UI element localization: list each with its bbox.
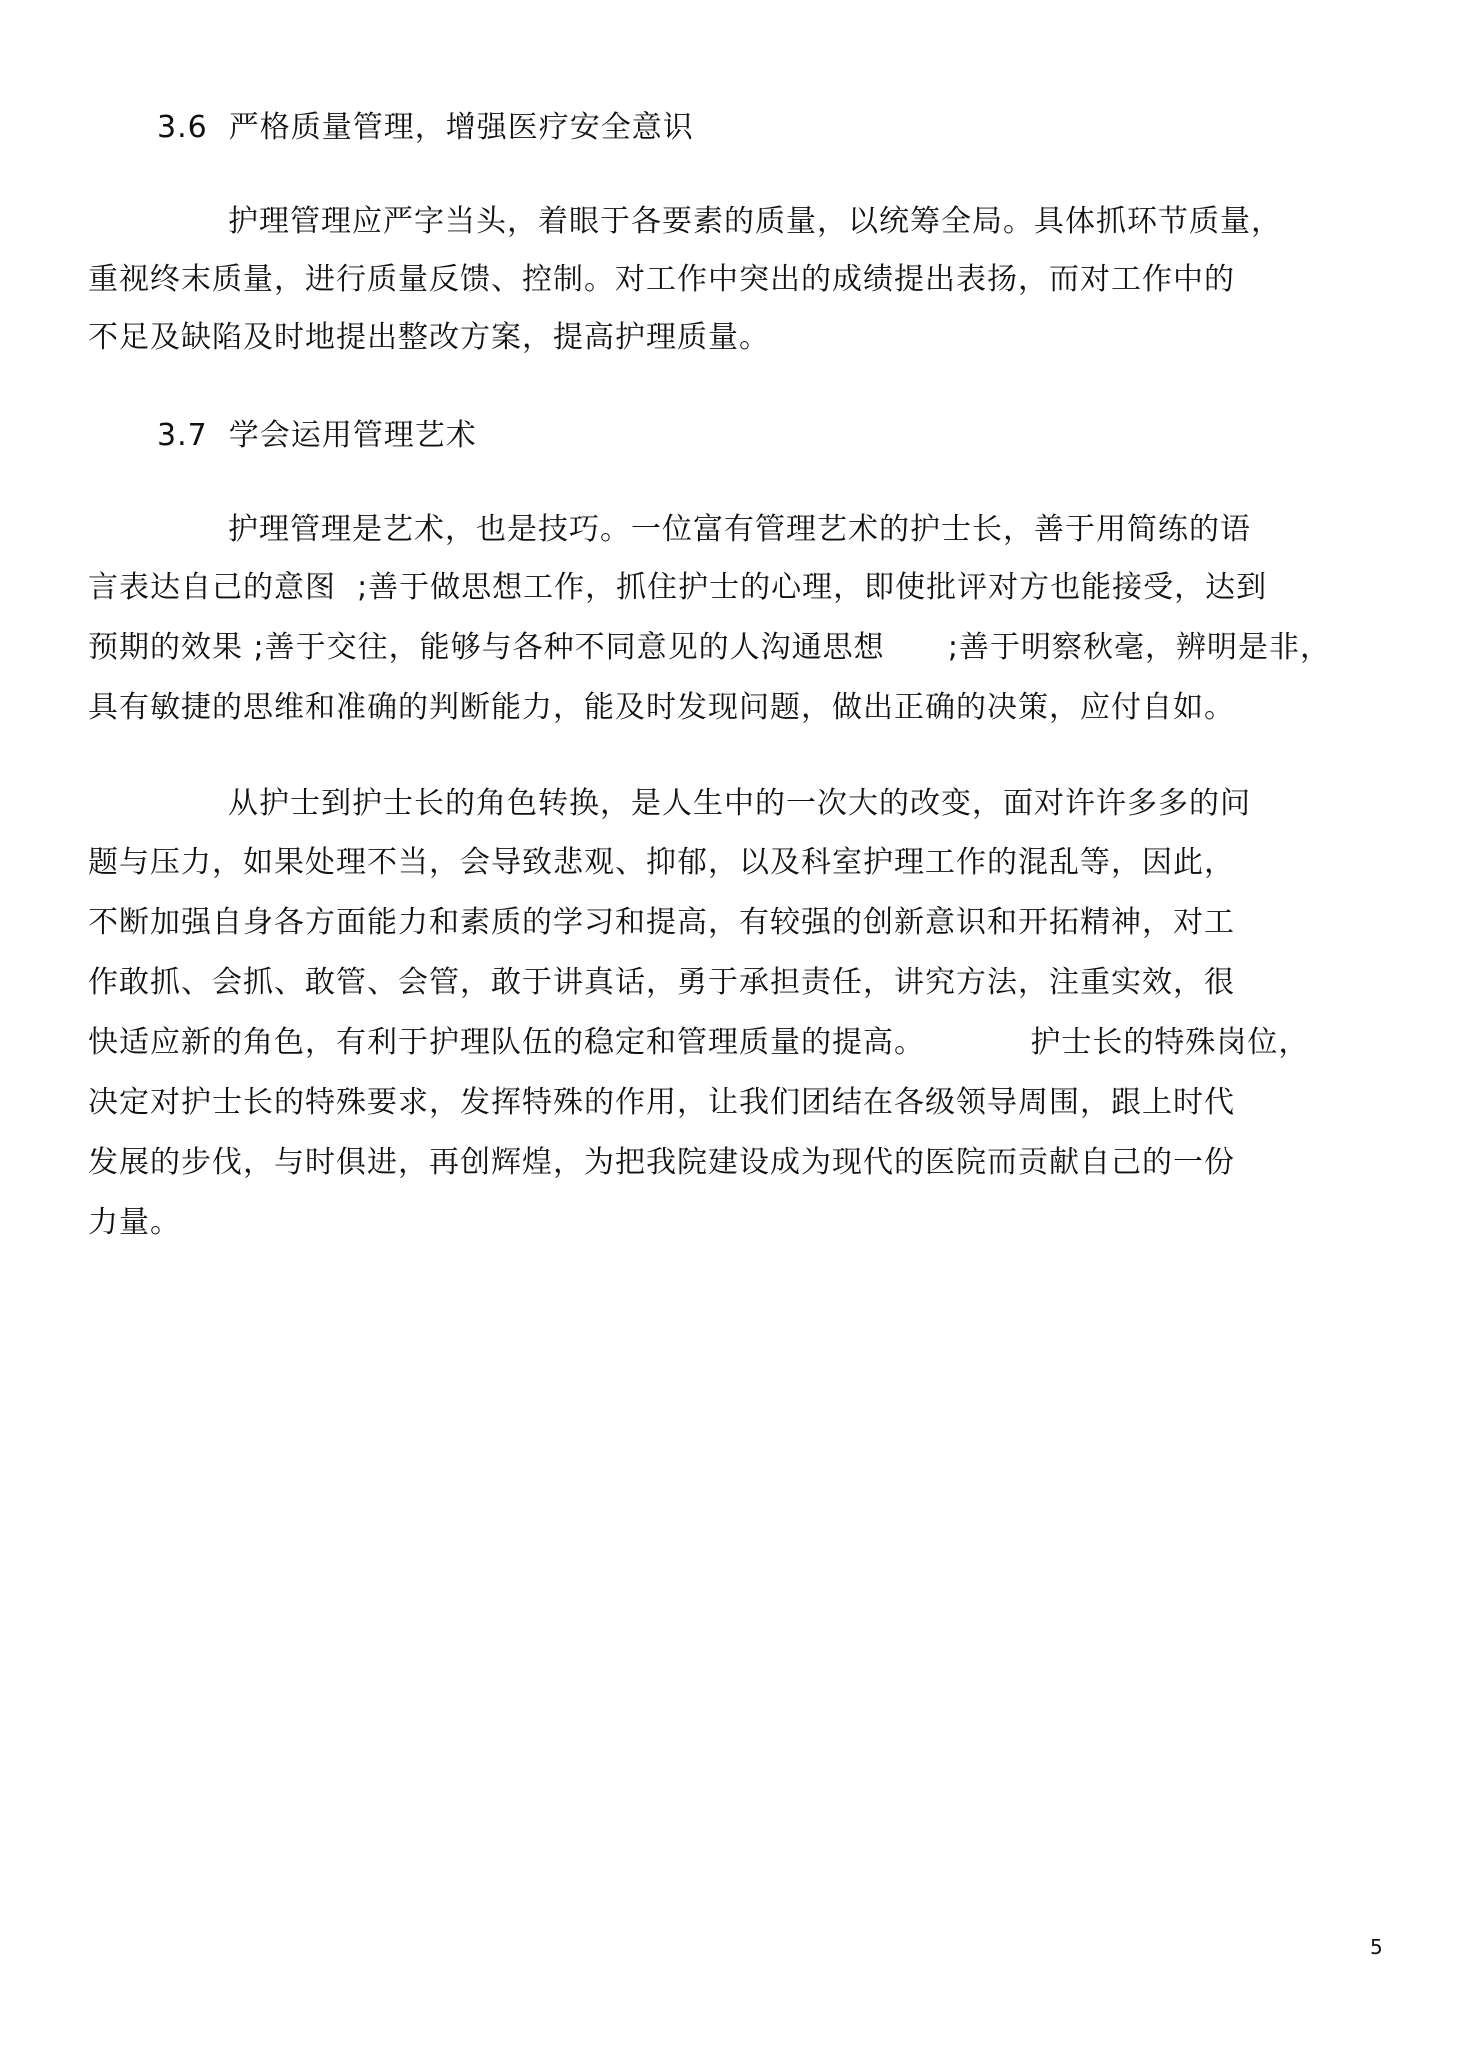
- paragraph-line: 快适应新的角色，有利于护理队伍的稳定和管理质量的提高。 护士长的特殊岗位，: [88, 1025, 1310, 1060]
- paragraph-line: 不足及缺陷及时地提出整改方案，提高护理质量。: [88, 320, 770, 355]
- paragraph-line: 重视终末质量，进行质量反馈、控制。对工作中突出的成绩提出表扬，而对工作中的: [88, 262, 1235, 297]
- paragraph-line: 护理管理是艺术，也是技巧。一位富有管理艺术的护士长，善于用简练的语: [228, 512, 1251, 547]
- paragraph-line: 发展的步伐，与时俱进，再创辉煌，为把我院建设成为现代的医院而贡献自己的一份: [88, 1145, 1235, 1180]
- paragraph-line: 具有敏捷的思维和准确的判断能力，能及时发现问题，做出正确的决策，应付自如。: [88, 690, 1235, 725]
- paragraph-line: 预期的效果 ;善于交往，能够与各种不同意见的人沟通思想 ;善于明察秋毫，辨明是非，: [88, 630, 1331, 665]
- paragraph-line: 题与压力，如果处理不当，会导致悲观、抑郁，以及科室护理工作的混乱等，因此，: [88, 845, 1235, 880]
- paragraph-line: 从护士到护士长的角色转换，是人生中的一次大的改变，面对许许多多的问: [228, 786, 1251, 821]
- paragraph-line: 作敢抓、会抓、敢管、会管，敢于讲真话，勇于承担责任，讲究方法，注重实效，很: [88, 965, 1235, 1000]
- section-heading-3-6: 3.6 严格质量管理，增强医疗安全意识: [157, 110, 694, 145]
- paragraph-line: 护理管理应严字当头，着眼于各要素的质量，以统筹全局。具体抓环节质量，: [228, 204, 1282, 239]
- paragraph-line: 言表达自己的意图 ;善于做思想工作，抓住护士的心理，即使批评对方也能接受，达到: [88, 570, 1268, 605]
- page-number: 5: [1370, 1935, 1383, 1959]
- paragraph-line: 不断加强自身各方面能力和素质的学习和提高，有较强的创新意识和开拓精神，对工: [88, 905, 1235, 940]
- paragraph-line: 决定对护士长的特殊要求，发挥特殊的作用，让我们团结在各级领导周围，跟上时代: [88, 1085, 1235, 1120]
- paragraph-line: 力量。: [88, 1205, 181, 1240]
- section-heading-3-7: 3.7 学会运用管理艺术: [157, 418, 477, 453]
